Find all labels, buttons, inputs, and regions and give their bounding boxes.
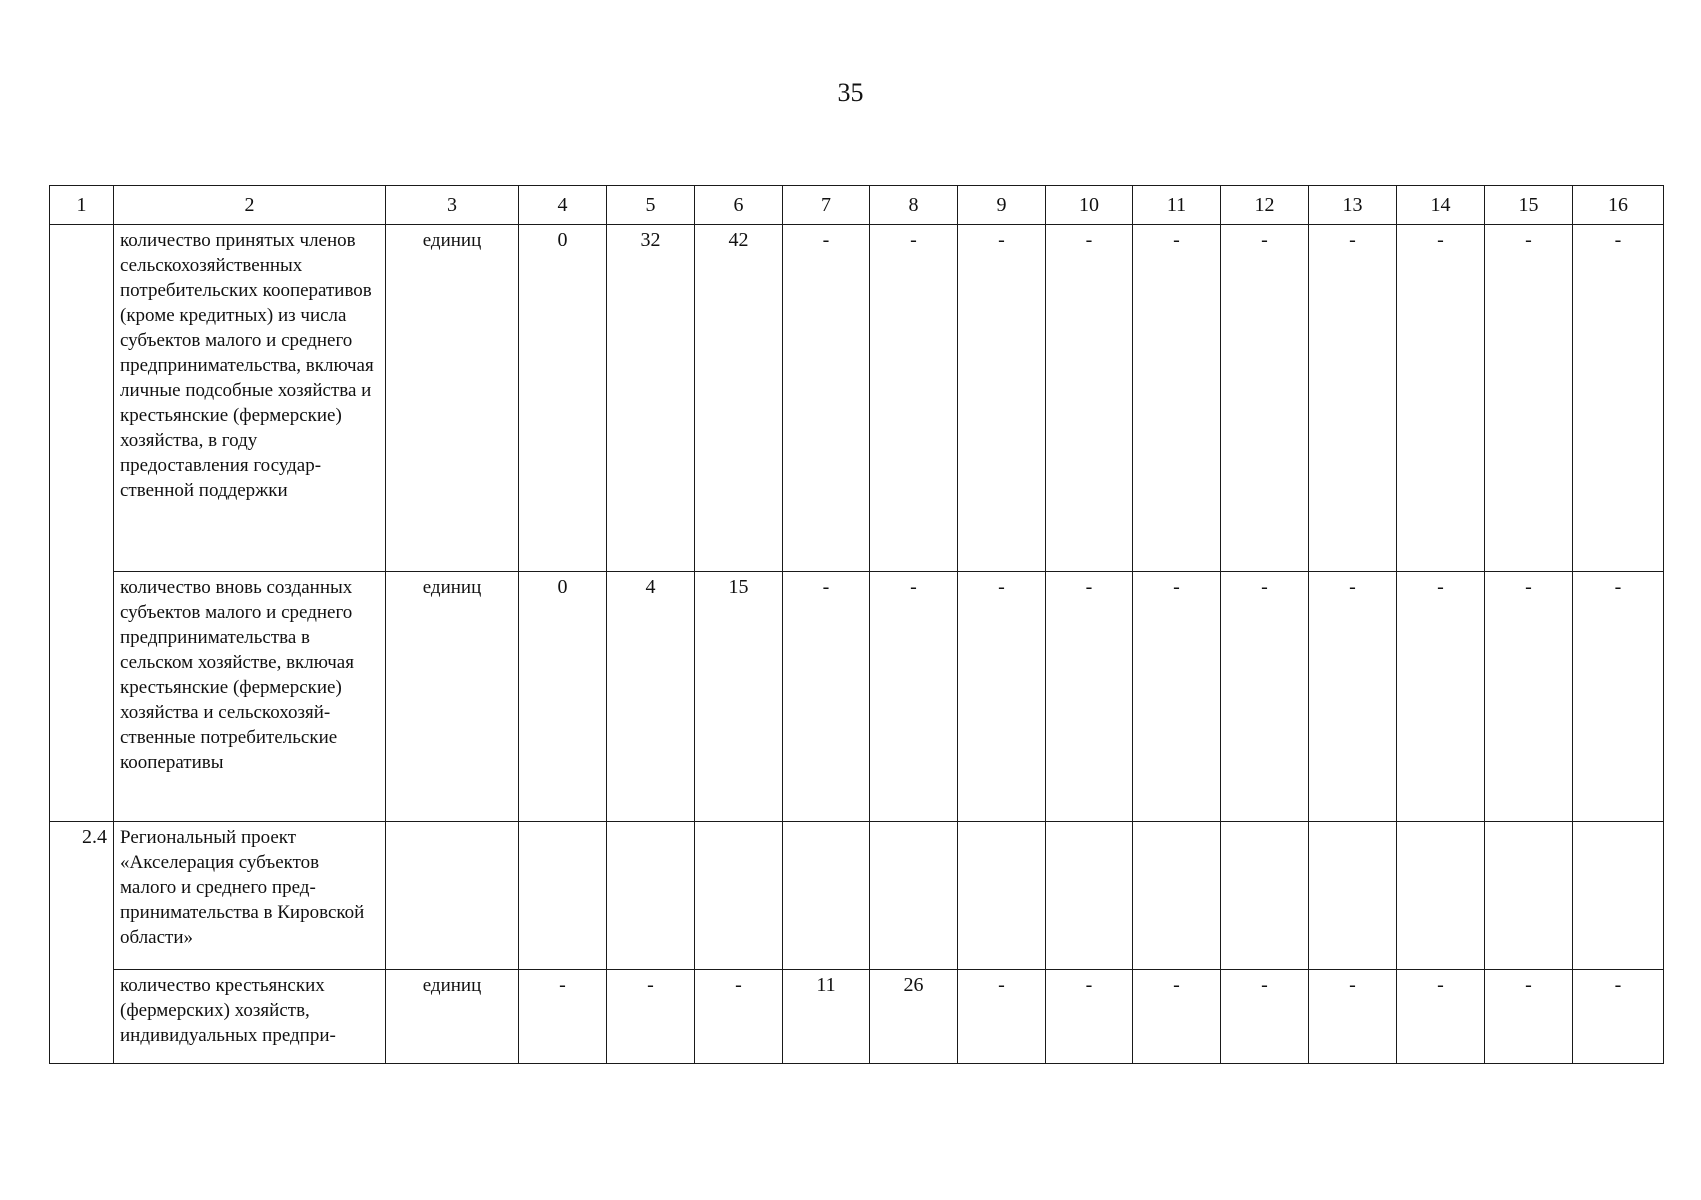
value-cell: 32 (607, 225, 695, 572)
value-cell: - (870, 572, 958, 822)
table-row (50, 970, 1664, 1064)
empty-cell (519, 822, 607, 970)
empty-cell (958, 822, 1046, 970)
table-row (50, 572, 1664, 822)
column-header: 15 (1485, 186, 1573, 225)
value-cell: - (958, 572, 1046, 822)
value-cell: - (1221, 225, 1309, 572)
empty-cell (1309, 822, 1397, 970)
value-cell: - (870, 225, 958, 572)
empty-cell (783, 822, 870, 970)
value-cell: 0 (519, 225, 607, 572)
value-cell: 26 (870, 970, 958, 1064)
value-cell: - (1485, 572, 1573, 822)
value-cell: - (1046, 225, 1133, 572)
unit-cell: единиц (386, 970, 519, 1064)
column-header: 12 (1221, 186, 1309, 225)
column-header: 9 (958, 186, 1046, 225)
column-header: 2 (114, 186, 386, 225)
value-cell: 42 (695, 225, 783, 572)
column-header: 14 (1397, 186, 1485, 225)
value-cell: - (1485, 970, 1573, 1064)
empty-cell (607, 822, 695, 970)
empty-cell (1133, 822, 1221, 970)
indicator-name: количество вновь созданных субъектов малого и среднего предпринимательства в сельском хозяйстве, включая крестьянские (фермерские) хозяйства и сельскохозяйственные потребительские кооперативы (114, 572, 386, 822)
empty-cell (1221, 822, 1309, 970)
table-row (50, 225, 1664, 572)
unit-cell: единиц (386, 572, 519, 822)
header-row (50, 186, 1664, 225)
column-header: 4 (519, 186, 607, 225)
value-cell: - (1133, 572, 1221, 822)
empty-cell (1397, 822, 1485, 970)
value-cell: - (519, 970, 607, 1064)
column-header: 10 (1046, 186, 1133, 225)
value-cell: - (1573, 572, 1664, 822)
value-cell: - (1397, 225, 1485, 572)
value-cell: - (1046, 572, 1133, 822)
column-header: 7 (783, 186, 870, 225)
empty-cell (870, 822, 958, 970)
value-cell: - (1221, 970, 1309, 1064)
value-cell: - (1046, 970, 1133, 1064)
indicators-table (49, 185, 1664, 1064)
value-cell: - (1133, 225, 1221, 572)
value-cell: - (1309, 572, 1397, 822)
value-cell: - (783, 225, 870, 572)
empty-cell (695, 822, 783, 970)
column-header: 6 (695, 186, 783, 225)
column-header: 1 (50, 186, 114, 225)
empty-cell (1046, 822, 1133, 970)
value-cell: 15 (695, 572, 783, 822)
value-cell: - (783, 572, 870, 822)
value-cell: - (1221, 572, 1309, 822)
value-cell: 0 (519, 572, 607, 822)
section-index: 2.4 (50, 822, 114, 1064)
column-header: 5 (607, 186, 695, 225)
row-index-cell (50, 225, 114, 822)
column-header: 8 (870, 186, 958, 225)
value-cell: 11 (783, 970, 870, 1064)
empty-cell (1573, 822, 1664, 970)
indicator-name: количество принятых членов сельскохозяйственных потребительских кооперативов (кроме кредитных) из числа субъектов малого и среднего предпринимательства, включая личные подсобные хозяйства и крестьянские (фермерские) хозяйства, в году предоставления государственной поддержки (114, 225, 386, 572)
value-cell: - (695, 970, 783, 1064)
value-cell: - (607, 970, 695, 1064)
value-cell: - (1397, 572, 1485, 822)
value-cell: - (1309, 970, 1397, 1064)
section-title: Региональный проект «Акселерация субъектов малого и среднего предпринимательства в Кировской области» (114, 822, 386, 970)
value-cell: 4 (607, 572, 695, 822)
value-cell: - (1485, 225, 1573, 572)
value-cell: - (1397, 970, 1485, 1064)
value-cell: - (1133, 970, 1221, 1064)
value-cell: - (1573, 970, 1664, 1064)
value-cell: - (1309, 225, 1397, 572)
column-header: 16 (1573, 186, 1664, 225)
empty-cell (1485, 822, 1573, 970)
page-number: 35 (837, 78, 864, 107)
value-cell: - (958, 225, 1046, 572)
column-header: 3 (386, 186, 519, 225)
column-header: 11 (1133, 186, 1221, 225)
empty-cell (386, 822, 519, 970)
indicator-name: количество крестьянских (фермерских) хозяйств, индивидуальных предпри- (114, 970, 386, 1064)
unit-cell: единиц (386, 225, 519, 572)
column-header: 13 (1309, 186, 1397, 225)
value-cell: - (958, 970, 1046, 1064)
value-cell: - (1573, 225, 1664, 572)
section-row (50, 822, 1664, 970)
